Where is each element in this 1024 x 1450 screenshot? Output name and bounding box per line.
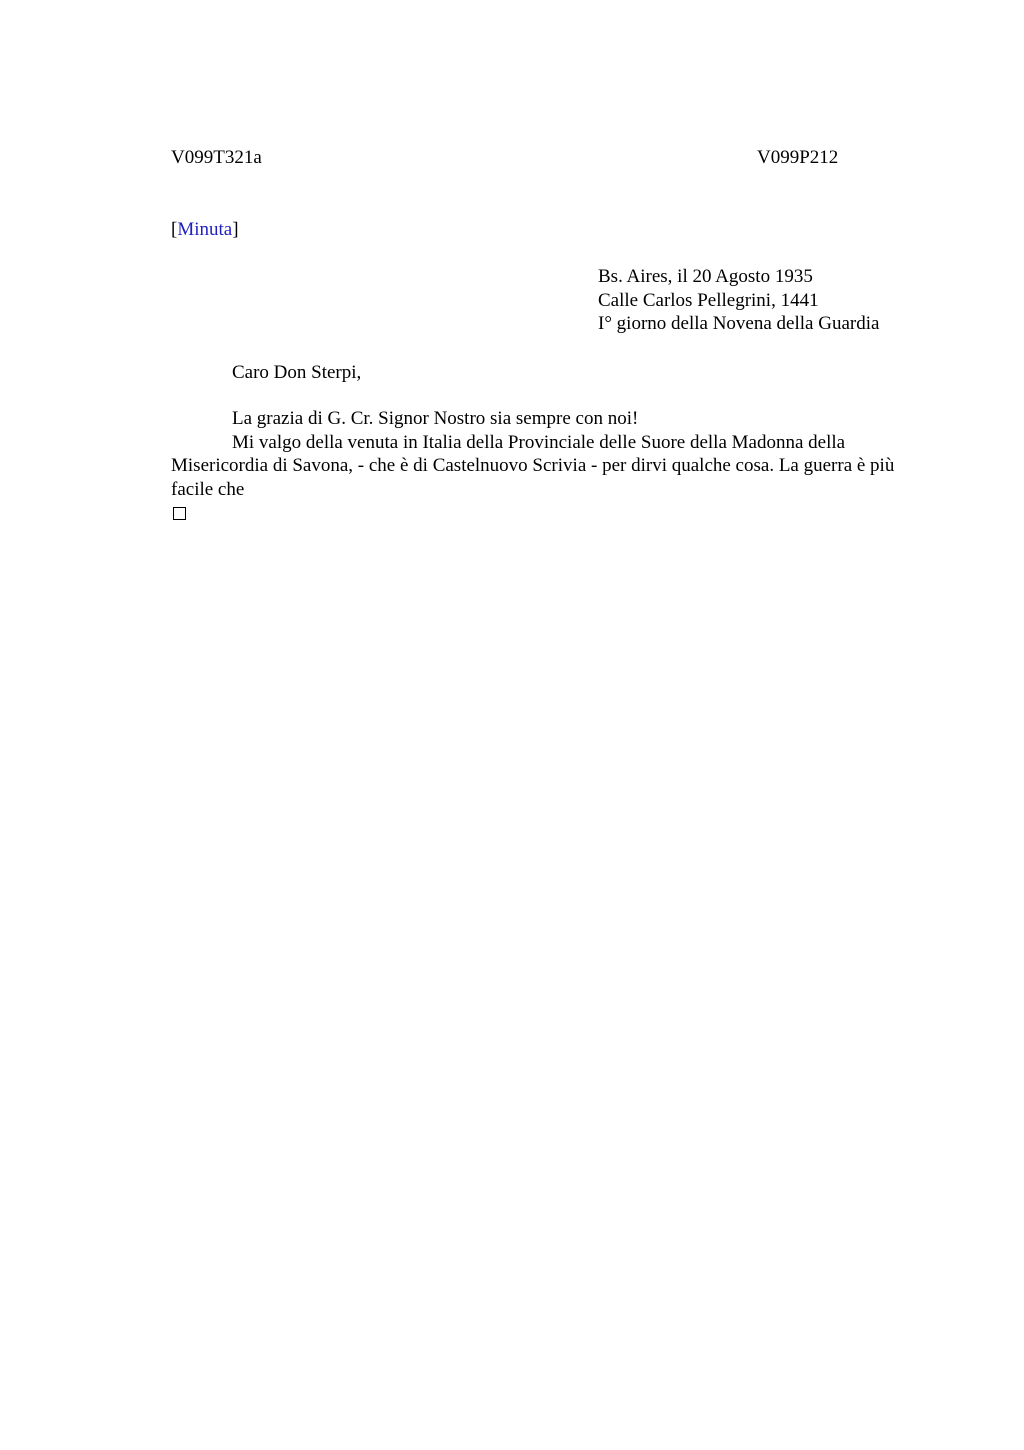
dateline-occasion: I° giorno della Novena della Guardia: [598, 313, 880, 334]
dateline-date: Bs. Aires, il 20 Agosto 1935: [598, 266, 813, 287]
dateline-address: Calle Carlos Pellegrini, 1441: [598, 289, 819, 311]
body-paragraph-2: Mi valgo della venuta in Italia della Provinciale delle Suore della Madonna della Misericordia di Savona, - che è di Castelnuovo Scrivia - per dirvi qualche cosa. La guerra è più facile che: [171, 431, 895, 500]
open-bracket: [: [171, 219, 178, 240]
letter-body: [171, 407, 931, 501]
document-code-left: V099T321a: [171, 147, 262, 168]
body-paragraph-1: La grazia di G. Cr. Signor Nostro sia sempre con noi!: [232, 408, 639, 429]
close-bracket: ]: [232, 219, 239, 240]
minuta-note: [171, 218, 239, 242]
minuta-link[interactable]: Minuta: [177, 219, 233, 240]
dateline-block: [598, 265, 879, 336]
checkbox-square-icon: [173, 507, 186, 520]
document-code-right: V099P212: [757, 147, 839, 168]
salutation: Caro Don Sterpi,: [232, 362, 362, 383]
